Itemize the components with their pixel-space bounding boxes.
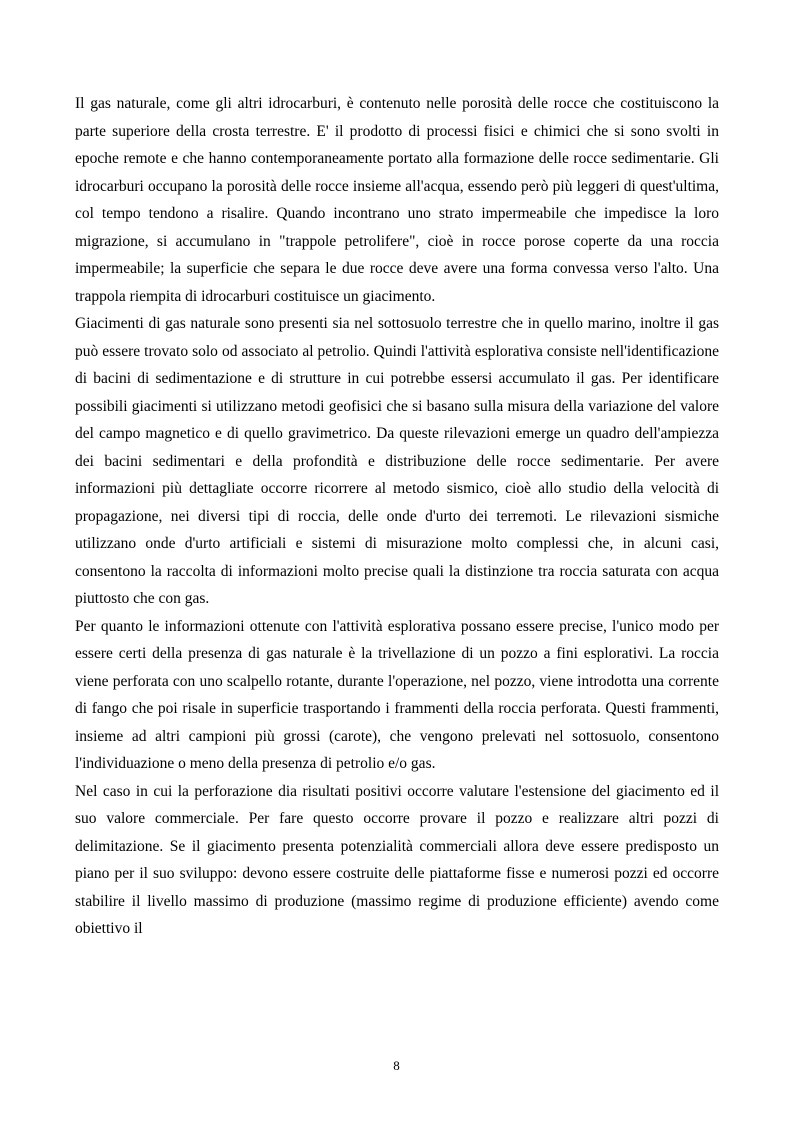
page-number: 8 [393, 1058, 400, 1073]
paragraph-field-development: Nel caso in cui la perforazione dia risultati positivi occorre valutare l'estensione del giacimento ed il suo valore commerciale. Per fare questo occorre provare il pozzo e realizzare altri pozzi di delimitazione. Se il giacimento presenta potenzialità commerciali allora deve essere predisposto un piano per il suo sviluppo: devono essere costruite delle piattaforme fisse e numerosi pozzi ed occorre stabilire il livello massimo di produzione (massimo regime di produzione efficiente) avendo come obiettivo il [75, 782, 719, 937]
paragraph-exploration-methods: Giacimenti di gas naturale sono presenti sia nel sottosuolo terrestre che in quello marino, inoltre il gas può essere trovato solo od associato al petrolio. Quindi l'attività esplorativa consiste nell'identificazione di bacini di sedimentazione e di strutture in cui potrebbe essersi accumulato il gas. Per identificare possibili giacimenti si utilizzano metodi geofisici che si basano sulla misura della variazione del valore del campo magnetico e di quello gravimetrico. Da queste rilevazioni emerge un quadro dell'ampiezza dei bacini sedimentari e della profondità e distribuzione delle rocce sedimentarie. Per avere informazioni più dettagliate occorre ricorrere al metodo sismico, cioè allo studio della velocità di propagazione, nei diversi tipi di roccia, delle onde d'urto dei terremoti. Le rilevazioni sismiche utilizzano onde d'urto artificiali e sistemi di misurazione molto complessi che, in alcuni casi, consentono la raccolta di informazioni molto precise quali la distinzione tra roccia saturata con acqua piuttosto che con gas. [75, 315, 719, 607]
document-body [75, 90, 719, 943]
paragraph-exploratory-drilling: Per quanto le informazioni ottenute con l'attività esplorativa possano essere precise, l'unico modo per essere certi della presenza di gas naturale è la trivellazione di un pozzo a fini esplorativi. La roccia viene perforata con uno scalpello rotante, durante l'operazione, nel pozzo, viene introdotta una corrente di fango che poi risale in superficie trasportando i frammenti della roccia perforata. Questi frammenti, insieme ad altri campioni più grossi (carote), che vengono prelevati nel sottosuolo, consentono l'individuazione o meno della presenza di petrolio e/o gas. [75, 617, 719, 772]
paragraph-natural-gas-origin: Il gas naturale, come gli altri idrocarburi, è contenuto nelle porosità delle rocce che costituiscono la parte superiore della crosta terrestre. E' il prodotto di processi fisici e chimici che si sono svolti in epoche remote e che hanno contemporaneamente portato alla formazione delle rocce sedimentarie. Gli idrocarburi occupano la porosità delle rocce insieme all'acqua, essendo però più leggeri di quest'ultima, col tempo tendono a risalire. Quando incontrano uno strato impermeabile che impedisce la loro migrazione, si accumulano in "trappole petrolifere", cioè in rocce porose coperte da una roccia impermeabile; la superficie che separa le due rocce deve avere una forma convessa verso l'alto. Una trappola riempita di idrocarburi costituisce un giacimento. [75, 95, 719, 305]
